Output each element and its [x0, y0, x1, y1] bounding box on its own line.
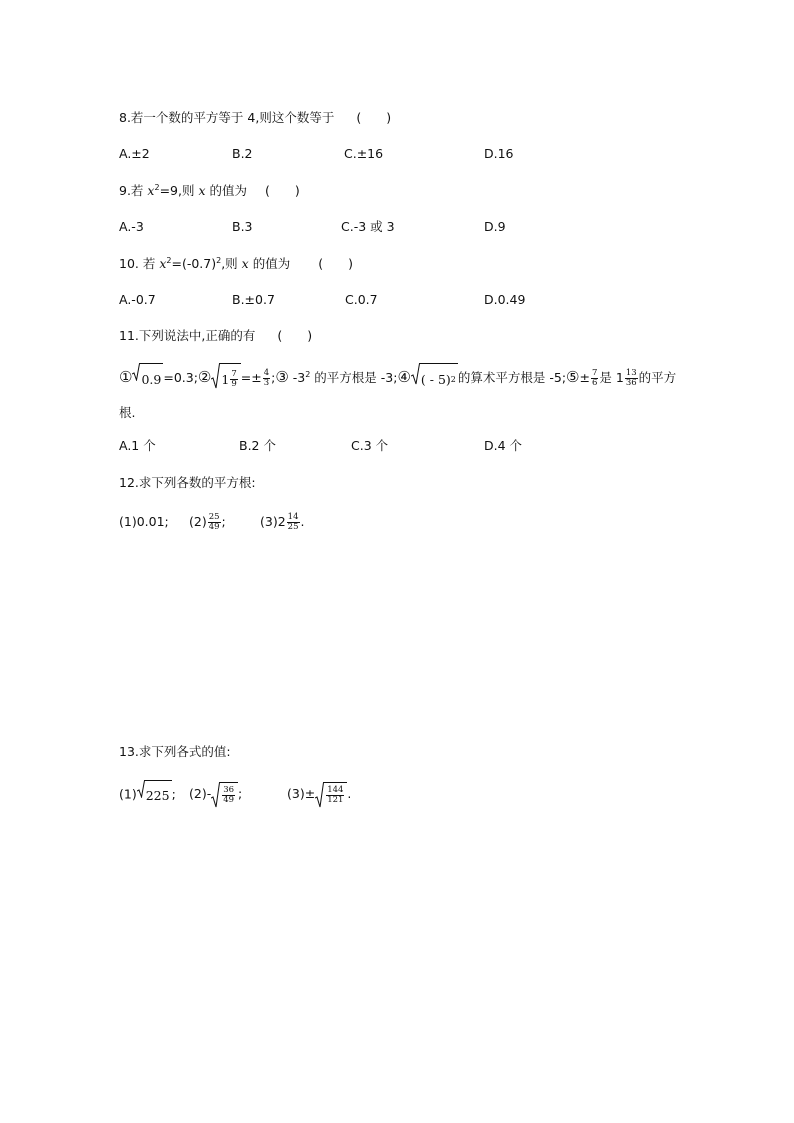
q9-stem-post: 的值为 — [205, 183, 247, 198]
q10-stem-line — [119, 255, 353, 273]
fraction-denominator: 49 — [208, 522, 220, 532]
q11-statements-line — [119, 362, 676, 395]
neg5-base: ( - 5) — [420, 371, 451, 387]
sqrt-mixed-1-7-9 — [211, 363, 240, 395]
fraction-denominator: 3 — [263, 378, 270, 388]
q9-option-a: A.-3 — [119, 219, 144, 234]
mixed-whole: 1 — [221, 371, 230, 387]
q12-part-1: (1)0.01; — [119, 514, 169, 529]
q13-part-2-label: (2)- — [189, 786, 212, 801]
statement-2-eq: =± — [240, 370, 262, 385]
fraction-denominator: 9 — [231, 379, 237, 389]
sqrt-225 — [137, 780, 172, 810]
q11-stem-line — [119, 327, 312, 345]
q10-variable-2: x — [241, 256, 249, 271]
q8-option-c: C.±16 — [344, 146, 384, 161]
q9-variable: x — [147, 183, 155, 198]
statement-5-mid: 是 1 — [599, 370, 624, 385]
q8-stem: 8.若一个数的平方等于 4,则这个数等于 — [119, 110, 335, 125]
sqrt-36-49-radicand — [220, 782, 238, 808]
q9-stem-pre: 9.若 — [119, 183, 148, 198]
q9-option-c: C.-3 或 3 — [341, 219, 395, 234]
q10-option-a: A.-0.7 — [119, 292, 156, 307]
q10-option-c: C.0.7 — [345, 292, 378, 307]
q10-exponent-2: 2 — [216, 255, 222, 265]
q13-part-3-end: . — [347, 786, 352, 801]
q11-statement-continuation: 根. — [119, 405, 136, 420]
statement-3-rest: 的平方根是 -3; — [310, 370, 398, 385]
q9-variable-2: x — [198, 183, 206, 198]
q11-answer-paren: ( ) — [277, 328, 313, 343]
sqrt-mixed-radicand — [220, 363, 240, 395]
q10-variable: x — [159, 256, 167, 271]
fraction-numerator: 14 — [287, 512, 299, 522]
statement-4-rest: 的算术平方根是 -5; — [457, 370, 567, 385]
sqrt-144-121 — [315, 782, 347, 808]
q10-stem-mid: ,则 — [221, 256, 242, 271]
q12-part-2 — [189, 510, 226, 534]
fraction-25-49 — [208, 513, 221, 532]
statement-2-end: ; — [271, 370, 276, 385]
statement-5-pm: ± — [579, 370, 590, 385]
q12-stem: 12.求下列各数的平方根: — [119, 475, 256, 490]
q10-answer-paren: ( ) — [318, 256, 353, 271]
q13-part-1 — [119, 780, 176, 810]
q8-option-d: D.16 — [484, 146, 514, 161]
statement-3-text: -3 — [288, 370, 306, 385]
q12-part-2-end: ; — [221, 514, 226, 529]
q10-option-d: D.0.49 — [484, 292, 526, 307]
q10-stem-pre: 10. 若 — [119, 256, 160, 271]
statement-5-marker: ⑤ — [566, 368, 580, 386]
q11-option-c: C.3 个 — [351, 438, 389, 453]
sqrt-0-9-radicand: 0.9 — [140, 363, 163, 395]
q13-part-2-end: ; — [238, 786, 243, 801]
q11-stem: 11.下列说法中,正确的有 — [119, 328, 256, 343]
q8-stem-line — [119, 109, 391, 127]
q13-part-1-end: ; — [171, 786, 176, 802]
statement-1-rest: =0.3; — [163, 370, 198, 385]
fraction-denominator: 36 — [625, 378, 637, 388]
q12-part-2-label: (2) — [189, 514, 207, 529]
fraction-14-25 — [287, 513, 300, 532]
q11-option-b: B.2 个 — [239, 438, 276, 453]
q13-part-2 — [189, 780, 242, 808]
q13-part-3-label: (3)± — [287, 786, 316, 801]
sqrt-0-9 — [132, 363, 163, 395]
fraction-numerator: 4 — [263, 368, 270, 378]
q11-option-a: A.1 个 — [119, 438, 156, 453]
q12-part-3-label: (3)2 — [260, 514, 286, 529]
fraction-numerator: 36 — [223, 785, 235, 795]
q10-option-b: B.±0.7 — [232, 292, 275, 307]
fraction-numerator: 7 — [231, 369, 237, 379]
fraction-numerator: 144 — [327, 785, 344, 795]
q13-stem: 13.求下列各式的值: — [119, 744, 231, 759]
statement-1-marker: ① — [119, 368, 133, 386]
sqrt-36-49 — [211, 782, 238, 808]
q8-answer-paren: ( ) — [356, 110, 392, 125]
statement-3-exponent: 2 — [305, 369, 311, 379]
fraction-7-9 — [230, 370, 237, 389]
fraction-numerator: 13 — [625, 368, 637, 378]
fraction-denominator: 49 — [223, 795, 235, 805]
q12-part-3 — [260, 510, 304, 534]
fraction-denominator: 121 — [327, 795, 344, 805]
q13-part-3 — [287, 780, 351, 808]
q8-option-b: B.2 — [232, 146, 253, 161]
fraction-numerator: 7 — [591, 368, 598, 378]
q8-option-a: A.±2 — [119, 146, 150, 161]
fraction-denominator: 6 — [591, 378, 598, 388]
sqrt-144-121-radicand — [324, 782, 347, 808]
sqrt-neg5-radicand: ( - 5) 2 — [420, 363, 458, 395]
q12-part-3-end: . — [300, 514, 305, 529]
q9-answer-paren: ( ) — [264, 183, 300, 198]
q11-option-d: D.4 个 — [484, 438, 523, 453]
statement-3-marker: ③ — [275, 368, 289, 386]
q10-stem-post: 的值为 — [248, 256, 291, 271]
statement-2-marker: ② — [197, 368, 212, 386]
fraction-numerator: 25 — [208, 512, 220, 522]
q9-stem-eq: =9,则 — [159, 183, 199, 198]
q9-option-b: B.3 — [232, 219, 253, 234]
q10-exponent: 2 — [166, 255, 172, 265]
statement-5-rest: 的平方 — [638, 370, 677, 385]
q9-option-d: D.9 — [484, 219, 506, 234]
fraction-denominator: 25 — [287, 522, 299, 532]
fraction-36-49 — [222, 786, 235, 805]
q13-part-1-label: (1) — [119, 786, 137, 802]
statement-4-marker: ④ — [397, 368, 411, 386]
fraction-13-36 — [625, 369, 638, 388]
sqrt-225-radicand: 225 — [145, 780, 172, 810]
fraction-7-6 — [591, 369, 598, 388]
q9-stem-line — [119, 182, 300, 200]
fraction-4-3 — [263, 369, 270, 388]
fraction-144-121 — [326, 786, 344, 805]
sqrt-neg5-squared — [411, 363, 458, 395]
q10-stem-eq: =(-0.7) — [171, 256, 217, 271]
q9-exponent: 2 — [154, 182, 160, 192]
